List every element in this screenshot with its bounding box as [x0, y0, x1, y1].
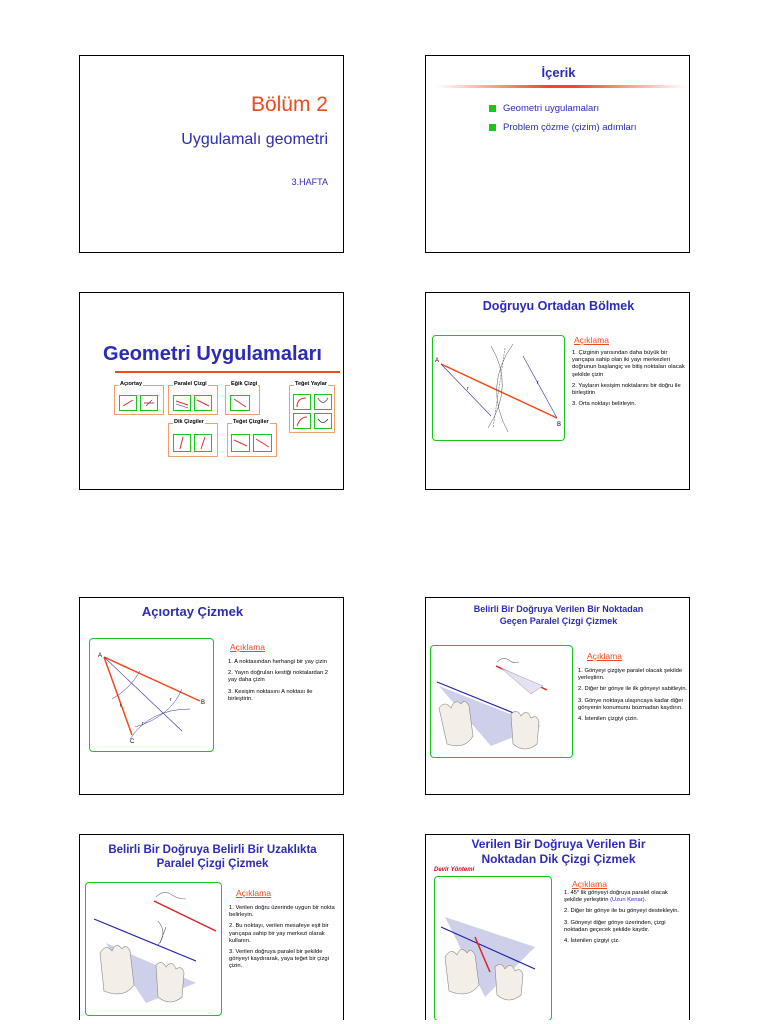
chapter-subtitle: Uygulamalı geometri [181, 131, 328, 148]
slide-6 [425, 597, 690, 795]
group-paralel [168, 381, 218, 415]
slide-4 [425, 292, 690, 490]
group-aciortay [114, 381, 164, 415]
title-line: Belirli Bir Doğruya Belirli Bir Uzaklıkta [108, 844, 317, 856]
week-label: 3.HAFTA [291, 177, 328, 187]
slide-7 [79, 834, 344, 1020]
group-label: Açıortay [120, 381, 143, 387]
thumb-icon [173, 395, 191, 411]
slide-title: Doğruyu Ortadan Bölmek [482, 299, 635, 313]
bullet-square-icon [489, 124, 496, 131]
step-text: 2. Diğer bir gönye ile bu gönyeyi destekleyin. [564, 908, 680, 915]
bullet-square-icon [489, 105, 496, 112]
thumb-icon [140, 395, 158, 411]
thumb-icon [119, 395, 137, 411]
chapter-title: Bölüm 2 [250, 93, 328, 116]
bullet-text: Problem çözme (çizim) adımları [503, 122, 637, 133]
step-text: 3. Gönyeyi diğer gönye üzerinden, çizgi noktadan geçecek şekilde kaydır. [564, 919, 666, 933]
slide-title [426, 603, 690, 627]
figure-parallel-at-distance [85, 882, 222, 1016]
point-b-label: B [557, 422, 562, 428]
radius-label: r [170, 697, 172, 703]
group-label: Paralel Çizgi [174, 381, 207, 387]
thumb-icon [253, 434, 272, 452]
slide-title: Açıortay Çizmek [141, 604, 244, 619]
radius-label: r [142, 721, 144, 727]
step-text: 2. Yayların kesişim noktalarını bir doğru ile birleştirin [572, 382, 681, 397]
aciklama-heading: Açıklama [587, 651, 622, 661]
method-label: Devir Yöntemi [434, 867, 475, 873]
slide-title: İçerik [541, 65, 576, 80]
group-label: Dik Çizgiler [174, 419, 204, 425]
step-text: 1. A noktasından herhangi bir yay çizin [228, 659, 327, 665]
step-text: 1. Gönyeyi çizgiye paralel olacak şekilde yerleştirin. [578, 668, 683, 682]
title-line: Geçen Paralel Çizgi Çizmek [499, 616, 618, 626]
point-a-label: A [98, 653, 103, 659]
bullet-text: Geometri uygulamaları [503, 103, 600, 114]
title-rule [115, 371, 340, 373]
group-teget-yaylar [289, 381, 335, 433]
steps-list [564, 890, 686, 949]
radius-label: r [537, 380, 539, 386]
thumb-icon [293, 413, 311, 429]
title-line: Paralel Çizgi Çizmek [156, 858, 269, 870]
step-text: 1. Çizginin yarısından daha büyük bir yarıçapa sahip olan iki yayı merkezleri doğrunun başlangıç ve bitiş noktaları olacak şekilde çizin [572, 350, 685, 378]
step-text: 4. İstenilen çizgiyi çiz. [564, 938, 620, 945]
radius-label: r [120, 703, 122, 709]
slide-title [80, 843, 344, 871]
thumb-icon [230, 395, 250, 411]
title-line: Verilen Bir Doğruya Verilen Bir [471, 837, 646, 851]
steps-list [572, 350, 686, 412]
step-text: 3. Gönye noktaya ulaşıncaya kadar diğer gönyenin konumunu bozmadan kaydırın. [578, 697, 684, 711]
slide-8 [425, 834, 690, 1020]
thumb-icon [293, 394, 311, 410]
step-text: 1. Verilen doğru üzerinde uygun bir nokta belirleyin. [229, 905, 335, 919]
thumb-icon [314, 394, 332, 410]
steps-list [229, 905, 341, 975]
aciklama-heading: Açıklama [230, 642, 265, 652]
step-text: 4. İstenilen çizgiyi çizin. [578, 716, 639, 723]
group-egik [225, 381, 260, 415]
title-line: Noktadan Dik Çizgi Çizmek [481, 852, 636, 866]
slide-2 [425, 55, 690, 253]
aciklama-heading: Açıklama [574, 335, 609, 345]
steps-list [578, 668, 688, 727]
point-a-label: A [435, 358, 440, 364]
thumb-icon [194, 434, 212, 452]
aciklama-heading: Açıklama [572, 879, 607, 889]
slide-1 [79, 55, 344, 253]
step-text: 3. Verilen doğruya paralel bir şekilde gönyeyi kaydırarak, yaya teğet bir çizgi çizin. [229, 949, 329, 970]
step-text [564, 890, 686, 904]
figure-perpendicular [434, 876, 552, 1020]
title-rule [436, 85, 686, 88]
radius-label: r [467, 386, 469, 392]
thumb-icon [194, 395, 212, 411]
bullet-item [489, 122, 637, 133]
group-dik [168, 419, 218, 457]
step-text-part: 1. 45° lik gönyeyi doğruya paralel olacak şekilde yerleştirin [564, 890, 668, 904]
steps-list [228, 659, 338, 707]
step-text: 2. Yayın doğruları kestiği noktalardan 2 yay daha çizin [228, 670, 329, 684]
title-line: Belirli Bir Doğruya Verilen Bir Noktadan [473, 604, 644, 614]
group-label: Teğet Yaylar [295, 381, 327, 387]
slide-3 [79, 292, 344, 490]
bullet-item [489, 103, 599, 114]
step-text: 3. Kesişim noktasını A noktası ile birleştirin. [228, 688, 313, 702]
step-text: 3. Orta noktayı belirleyin. [572, 401, 637, 408]
point-b-label: B [201, 700, 206, 706]
slide-title [426, 837, 690, 867]
thumb-icon [231, 434, 250, 452]
step-text-part: . [644, 897, 647, 904]
figure-parallel-through-point [430, 645, 573, 758]
step-text: 2. Diğer bir gönye ile ilk gönyeyi sabitleyin. [578, 686, 688, 693]
group-teget-cizgiler [227, 419, 277, 457]
step-text: 2. Bu noktayı, verilen mesafeye eşit bir yarıçapa sahip bir yay merkezi olarak kullanın. [229, 923, 329, 944]
group-label: Teğet Çizgiler [233, 419, 269, 425]
point-c-label: C [130, 739, 135, 745]
thumb-icon [173, 434, 191, 452]
step-text-highlight: (Uzun Kenar) [610, 897, 645, 904]
figure-bisect-line [432, 335, 565, 441]
group-label: Eğik Çizgi [231, 381, 258, 387]
slide-title: Geometri Uygulamaları [103, 343, 322, 365]
figure-angle-bisector [89, 638, 214, 752]
slide-5 [79, 597, 344, 795]
aciklama-heading: Açıklama [236, 888, 271, 898]
thumb-icon [314, 413, 332, 429]
